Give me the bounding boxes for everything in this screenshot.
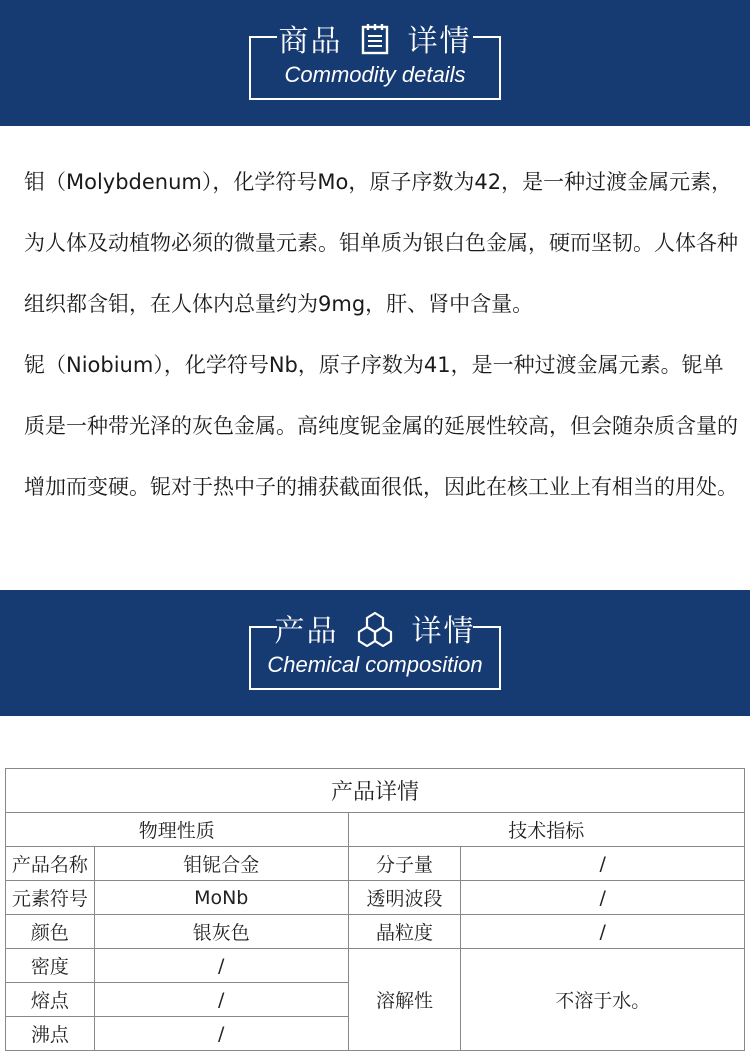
row-key: 熔点 [6, 983, 95, 1017]
row-value: 钼铌合金 [94, 847, 348, 881]
banner-subtitle: Commodity details [284, 62, 466, 87]
row-key: 晶粒度 [348, 915, 461, 949]
row-value: MoNb [94, 881, 348, 915]
banner-frame [249, 24, 501, 100]
row-key: 密度 [6, 949, 95, 983]
table-row [6, 915, 745, 949]
table-row [6, 847, 745, 881]
table-row [6, 949, 745, 983]
row-key: 颜色 [6, 915, 95, 949]
banner-title-left: 产品 [274, 614, 339, 649]
row-key: 分子量 [348, 847, 461, 881]
col-header-technical: 技术指标 [348, 813, 744, 847]
banner-title [251, 16, 499, 63]
banner-subtitle: Chemical composition [267, 652, 483, 677]
paragraph-molybdenum: 钼（Molybdenum），化学符号Mo，原子序数为42，是一种过渡金属元素，为人体及动植物必须的微量元素。钼单质为银白色金属，硬而坚韧。人体各种组织都含钼，在人体内总量约为9mg，肝、肾中含量。 [24, 170, 738, 316]
row-value: / [461, 881, 745, 915]
banner-frame [249, 614, 501, 690]
merged-value: 不溶于水。 [461, 949, 745, 1051]
description [0, 126, 750, 518]
commodity-details-banner [0, 0, 750, 126]
banner-title-right: 详情 [407, 24, 472, 59]
hexagon-molecule-icon [356, 611, 394, 655]
row-value: / [461, 847, 745, 881]
row-value: 银灰色 [94, 915, 348, 949]
paragraph-niobium: 铌（Niobium），化学符号Nb，原子序数为41，是一种过渡金属元素。铌单质是一种带光泽的灰色金属。高纯度铌金属的延展性较高，但会随杂质含量的增加而变硬。铌对于热中子的捕获截面很低，因此在核工业上有相当的用处。 [24, 353, 738, 499]
table-title: 产品详情 [6, 769, 745, 813]
row-key: 透明波段 [348, 881, 461, 915]
product-details-table [5, 768, 745, 1051]
table-row [6, 881, 745, 915]
banner-title-right: 详情 [411, 614, 476, 649]
merged-key: 溶解性 [348, 949, 461, 1051]
col-header-physical: 物理性质 [6, 813, 349, 847]
row-key: 产品名称 [6, 847, 95, 881]
chemical-composition-banner [0, 590, 750, 716]
row-key: 元素符号 [6, 881, 95, 915]
row-value: / [94, 949, 348, 983]
banner-title-left: 商品 [278, 24, 343, 59]
row-value: / [94, 1017, 348, 1051]
row-value: / [94, 983, 348, 1017]
notepad-icon [360, 23, 390, 63]
row-key: 沸点 [6, 1017, 95, 1051]
row-value: / [461, 915, 745, 949]
banner-title [251, 606, 499, 655]
